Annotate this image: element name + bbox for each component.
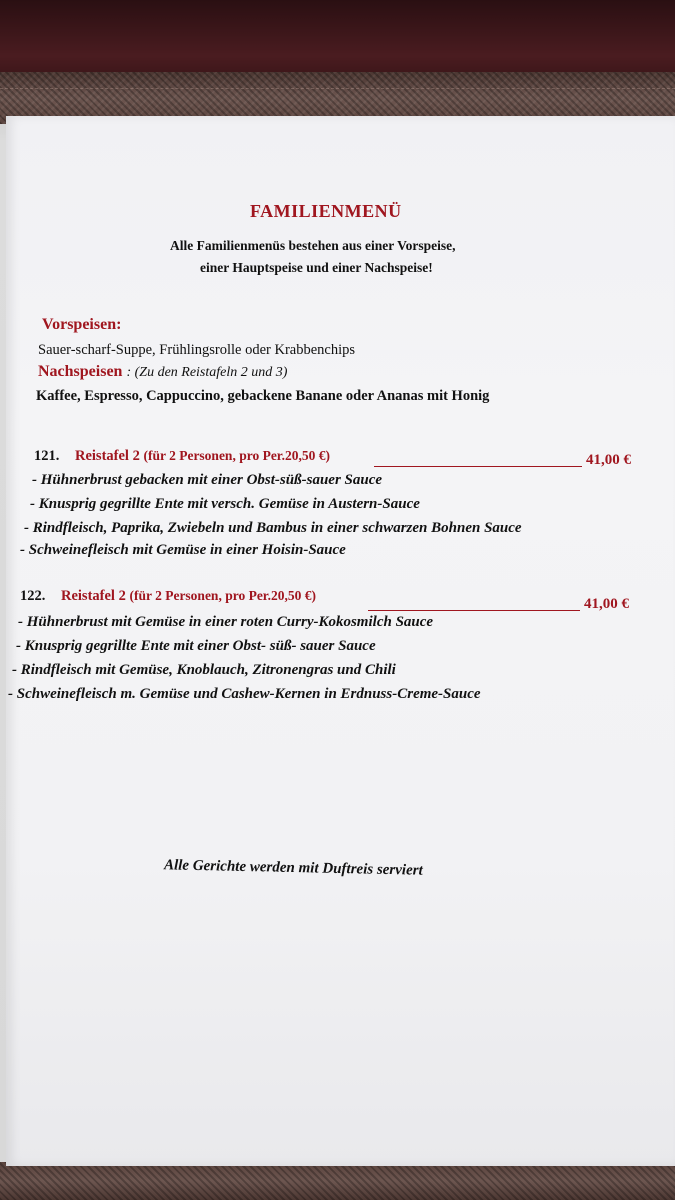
item-header — [34, 448, 330, 465]
dish-line: - Rindfleisch, Paprika, Zwiebeln und Bambus in einer schwarzen Bohnen Sauce — [24, 520, 522, 536]
menu-page — [6, 116, 675, 1166]
item-price: 41,00 € — [586, 452, 631, 468]
menu-title: FAMILIENMENÜ — [250, 201, 402, 221]
item-header — [20, 588, 316, 605]
price-leader — [368, 610, 580, 611]
item-number: 121. — [34, 448, 60, 464]
item-number: 122. — [20, 588, 46, 604]
intro-line-1: Alle Familienmenüs bestehen aus einer Vorspeise, — [170, 238, 456, 253]
dish-line: - Knusprig gegrillte Ente mit einer Obst- süß- sauer Sauce — [16, 638, 376, 654]
dish-line: - Schweinefleisch mit Gemüse in einer Hoisin-Sauce — [20, 542, 346, 558]
dish-line: - Schweinefleisch m. Gemüse und Cashew-Kernen in Erdnuss-Creme-Sauce — [8, 686, 481, 702]
background-top — [0, 0, 675, 80]
dish-line: - Hühnerbrust mit Gemüse in einer roten Curry-Kokosmilch Sauce — [18, 614, 434, 630]
dish-line: - Knusprig gegrillte Ente mit versch. Gemüse in Austern-Sauce — [30, 496, 420, 512]
item-price: 41,00 € — [584, 596, 629, 612]
dish-line: - Rindfleisch mit Gemüse, Knoblauch, Zitronengras und Chili — [12, 662, 396, 678]
binder-edge-bottom — [0, 1162, 675, 1200]
dish-line: - Hühnerbrust gebacken mit einer Obst-süß-sauer Sauce — [32, 472, 383, 488]
desserts-heading-row — [38, 363, 287, 381]
footer-note: Alle Gerichte werden mit Duftreis serviert — [163, 857, 423, 879]
desserts-note: : (Zu den Reistafeln 2 und 3) — [126, 365, 288, 380]
starters-text: Sauer-scharf-Suppe, Frühlingsrolle oder Krabbenchips — [38, 342, 356, 358]
item-detail: (für 2 Personen, pro Per.20,50 €) — [129, 588, 316, 603]
item-detail: (für 2 Personen, pro Per.20,50 €) — [143, 448, 330, 463]
price-leader — [374, 466, 582, 467]
item-name: Reistafel 2 — [61, 588, 126, 604]
starters-heading: Vorspeisen: — [42, 316, 122, 333]
item-name: Reistafel 2 — [75, 448, 140, 464]
desserts-text: Kaffee, Espresso, Cappuccino, gebackene Banane oder Ananas mit Honig — [36, 388, 490, 404]
desserts-heading: Nachspeisen — [38, 363, 123, 380]
intro-line-2: einer Hauptspeise und einer Nachspeise! — [200, 260, 433, 275]
